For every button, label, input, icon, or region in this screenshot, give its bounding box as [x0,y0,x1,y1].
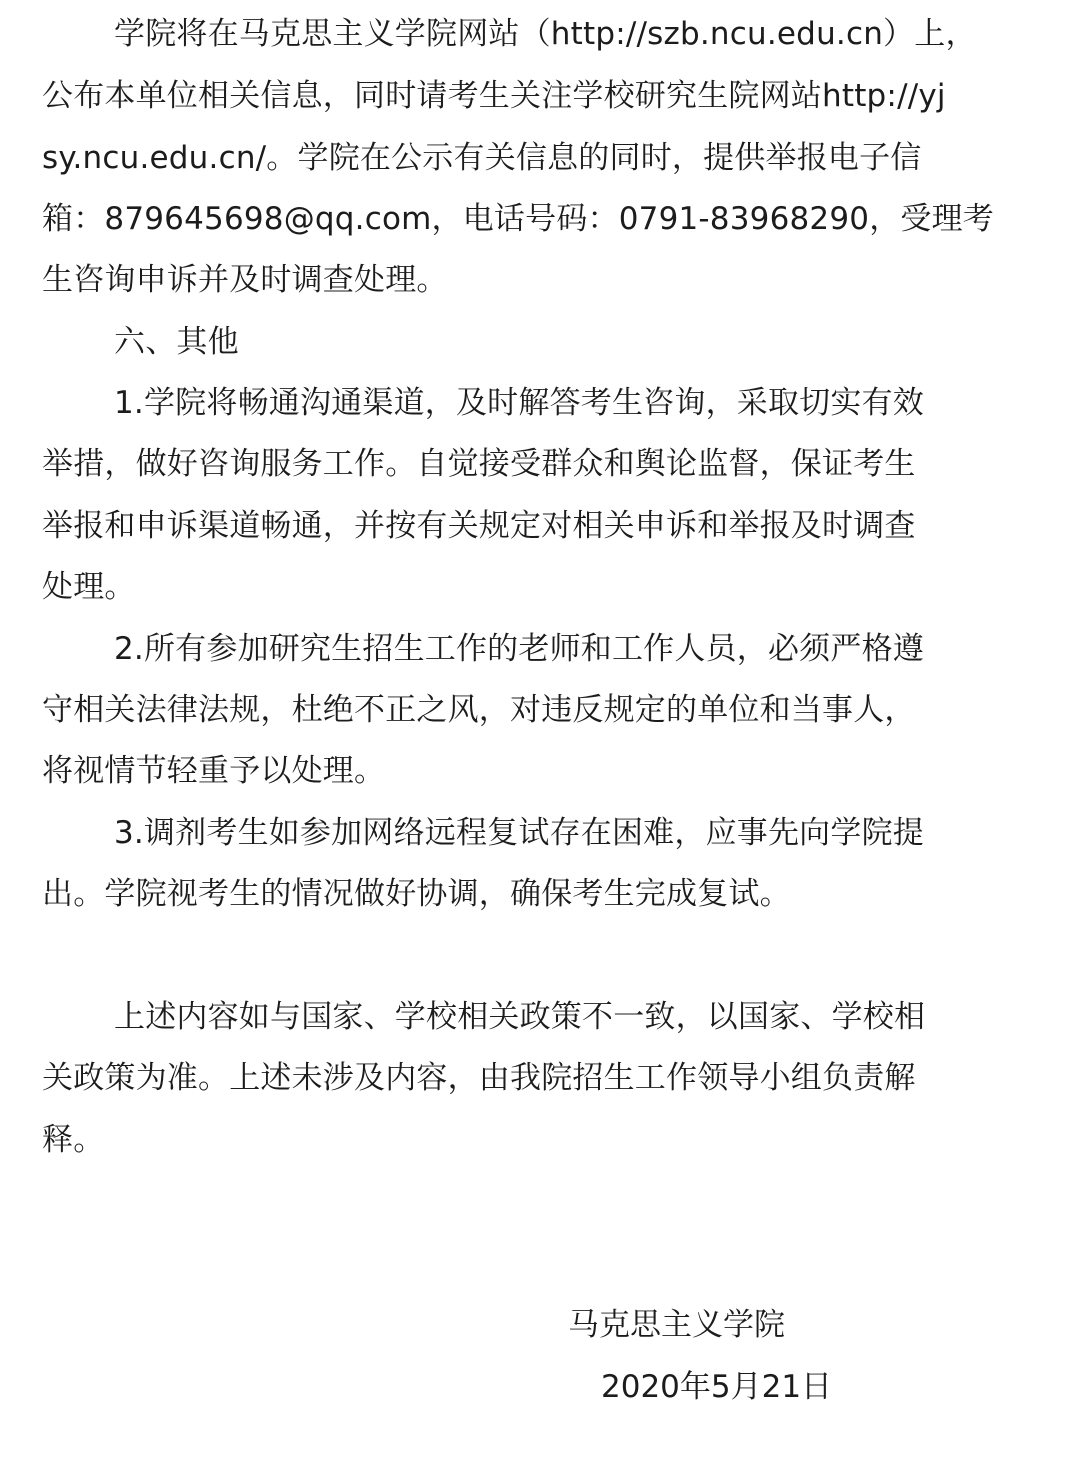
item-1-line-1: 1.学院将畅通沟通渠道，及时解答考生咨询，采取切实有效 [114,385,924,421]
para-info-line-1: 学院将在马克思主义学院网站（http://szb.ncu.edu.cn）上， [114,16,977,52]
closing-line-2: 关政策为准。上述未涉及内容，由我院招生工作领导小组负责解 [42,1060,916,1096]
item-3-line-1: 3.调剂考生如参加网络远程复试存在困难，应事先向学院提 [114,815,924,851]
signature-org: 马克思主义学院 [568,1307,785,1343]
item-1-line-3: 举报和申诉渠道畅通，并按有关规定对相关申诉和举报及时调查 [42,508,916,544]
section-heading-other: 六、其他 [114,324,239,360]
item-1-line-4: 处理。 [42,569,136,605]
para-info-line-5: 生咨询申诉并及时调查处理。 [42,262,448,298]
para-info-line-4: 箱：879645698@qq.com，电话号码：0791-83968290，受理考 [42,201,994,237]
item-2-line-2: 守相关法律法规，杜绝不正之风，对违反规定的单位和当事人， [42,692,916,728]
item-2-line-1: 2.所有参加研究生招生工作的老师和工作人员，必须严格遵 [114,631,924,667]
para-info-line-2: 公布本单位相关信息，同时请考生关注学校研究生院网站http://yj [42,78,946,114]
signature-date: 2020年5月21日 [601,1369,833,1405]
para-info-line-3: sy.ncu.edu.cn/。学院在公示有关信息的同时，提供举报电子信 [42,140,922,176]
closing-line-1: 上述内容如与国家、学校相关政策不一致，以国家、学校相 [114,999,926,1035]
item-2-line-3: 将视情节轻重予以处理。 [42,753,386,789]
item-1-line-2: 举措，做好咨询服务工作。自觉接受群众和舆论监督，保证考生 [42,446,916,482]
closing-line-3: 释。 [42,1122,105,1158]
item-3-line-2: 出。学院视考生的情况做好协调，确保考生完成复试。 [42,876,791,912]
